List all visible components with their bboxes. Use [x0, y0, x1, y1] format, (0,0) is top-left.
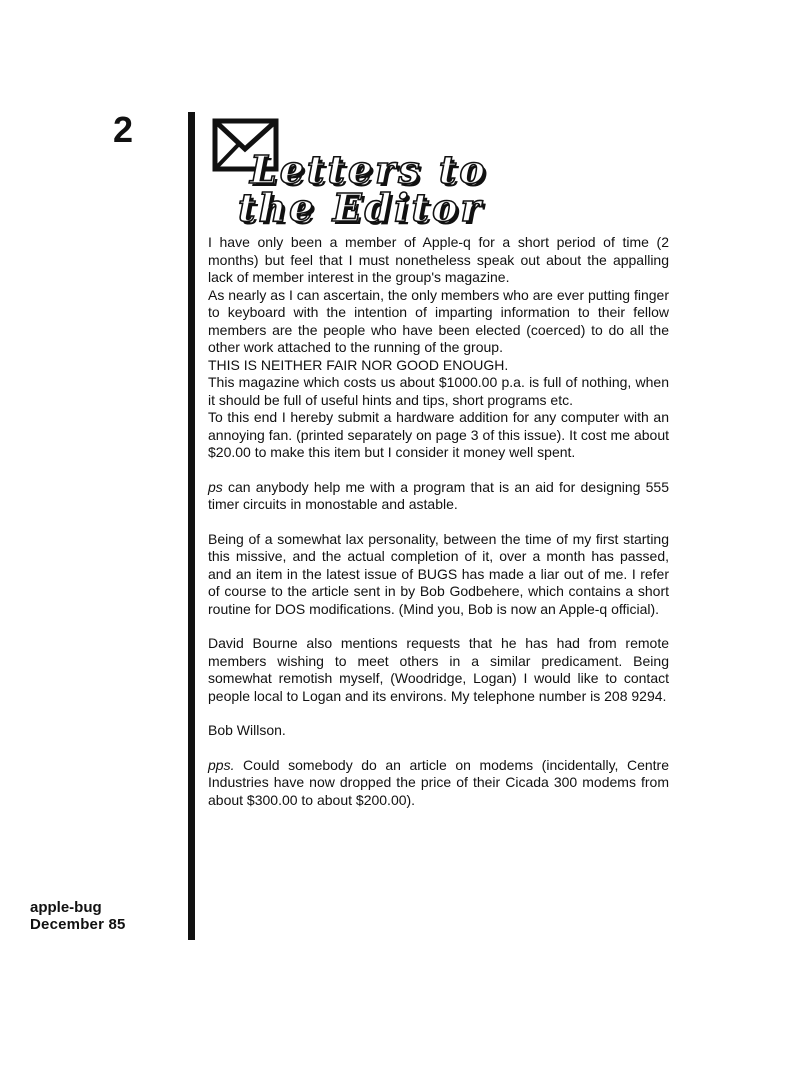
issue-date: December 85 — [30, 916, 126, 933]
pps-label: pps. — [208, 756, 235, 773]
publication-name: apple-bug — [30, 899, 102, 916]
signature: Bob Willson. — [208, 722, 286, 738]
paragraph-ps — [208, 479, 669, 514]
title-line-1: Letters to — [250, 147, 488, 192]
paragraph-not-fair: THIS IS NEITHER FAIR NOR GOOD ENOUGH. — [208, 356, 509, 373]
paragraph-magazine-cost: This magazine which costs us about $1000.00 p.a. is full of nothing, when it should be full of useful hints and tips, short programs etc. — [208, 374, 669, 408]
ps-label: ps — [208, 478, 223, 495]
paragraph-hardware-addition: To this end I hereby submit a hardware addition for any computer with an annoying fan. (printed separately on page 3 of this issue). It cost me about $20.00 to make this item but I consider it money well spent. — [208, 409, 669, 460]
paragraph-lax-personality: Being of a somewhat lax personality, between the time of my first starting this missive, and the actual completion of it, over a month has passed, and an item in the latest issue of BUGS has made a liar out of me. I refer of course to the article sent in by Bob Godbehere, which contains a short routine for DOS modifications. (Mind you, Bob is now an Apple-q official). — [208, 530, 669, 617]
pps-text: Could somebody do an article on modems (incidentally, Centre Industries have now dropped the price of their Cicada 300 modems from about $300.00 to about $200.00). — [208, 756, 669, 808]
page-heading — [212, 113, 592, 228]
ps-text: can anybody help me with a program that is an aid for designing 555 timer circuits in monostable and astable. — [208, 478, 669, 512]
paragraph-pps — [208, 757, 669, 810]
paragraph-david-bourne: David Bourne also mentions requests that he has had from remote members wishing to meet others in a similar predicament. Being somewhat remotish myself, (Woodridge, Logan) I would like to contact people local to Logan and its environs. My telephone number is 208 9294. — [208, 635, 669, 704]
paragraph-contributors: As nearly as I can ascertain, the only members who are ever putting finger to keyboard with the intention of imparting information to their fellow members are the people who have been elected (coerced) to do all the other work attached to the running of the group. — [208, 286, 669, 355]
footer — [30, 899, 126, 933]
paragraph-membership: I have only been a member of Apple-q for a short period of time (2 months) but feel that I must nonetheless speak out about the appalling lack of member interest in the group's magazine. — [208, 234, 669, 285]
vertical-rule — [188, 112, 195, 940]
page-number: 2 — [113, 109, 134, 150]
title-line-2: the Editor — [238, 185, 484, 230]
letter-body — [208, 234, 669, 809]
